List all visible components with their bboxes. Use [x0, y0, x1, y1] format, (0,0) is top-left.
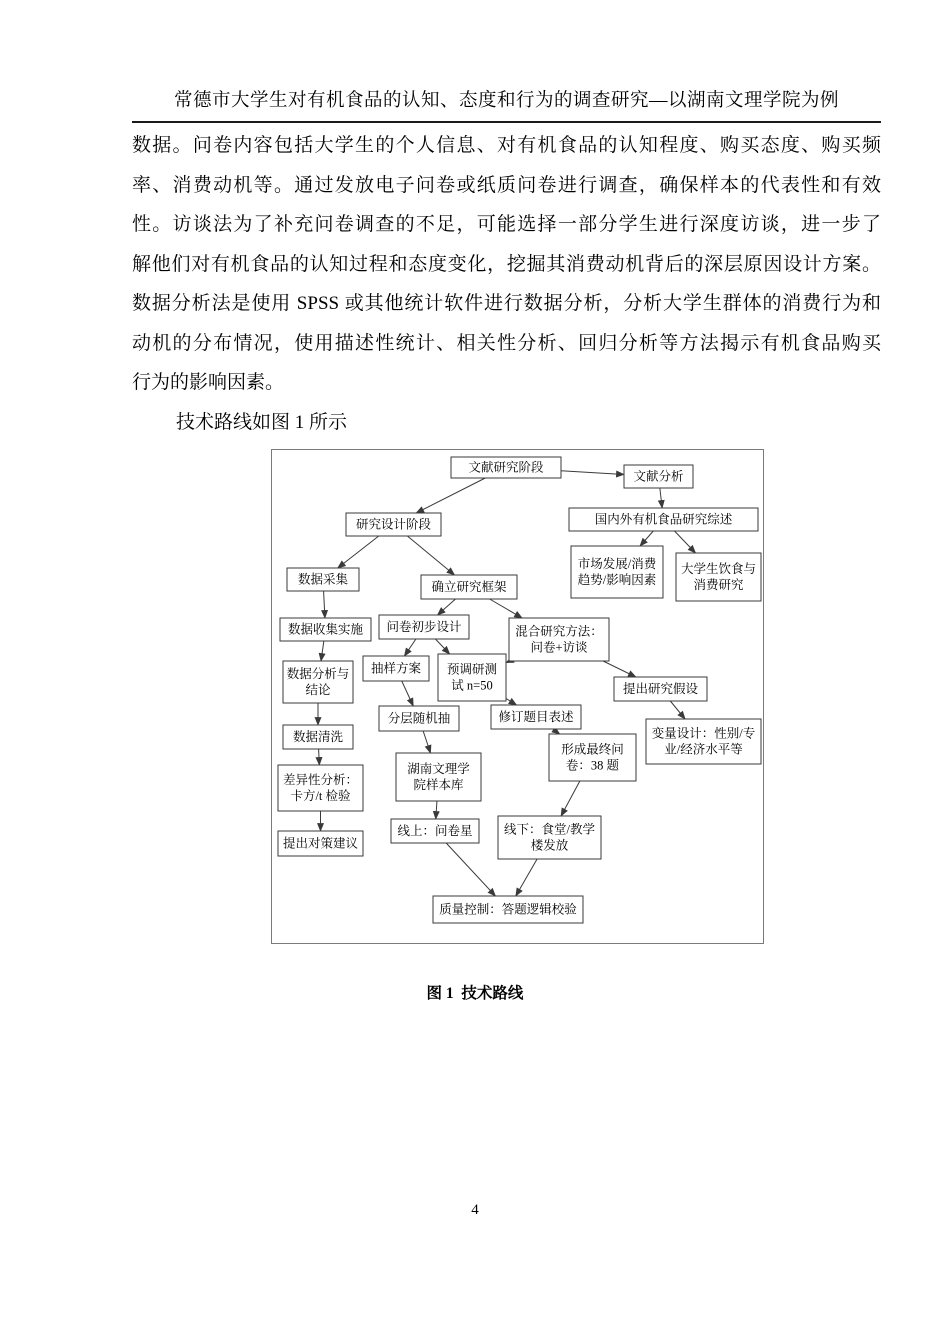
flow-node-label: 提出研究假设 [622, 682, 699, 696]
flow-node-sample_lib [396, 753, 481, 801]
flow-node-label: 修订题目表述 [498, 710, 574, 724]
flow-node-label: 试 n=50 [451, 678, 493, 693]
figure-caption: 图 1 技术路线 [426, 985, 524, 1002]
flow-node-label: 数据清洗 [292, 730, 344, 744]
body-line: 动机的分布情况，使用描述性统计、相关性分析、回归分析等方法揭示有机食品购买 [132, 332, 881, 354]
flow-node-framework [421, 575, 517, 599]
flow-node-hypothesis [614, 677, 707, 701]
flow-edge-data_collect-collect_impl [324, 591, 325, 618]
flow-node-label: 消费研究 [693, 578, 744, 592]
flow-edge-sample_lib-online [436, 801, 437, 819]
flow-node-market [571, 546, 663, 598]
flow-edge-framework-mixed [490, 599, 523, 618]
flow-node-sampling [363, 656, 429, 681]
flow-edge-review-student_diet [675, 531, 696, 553]
flow-edge-pretest-revise [506, 698, 517, 705]
page-header [132, 86, 881, 123]
body-line: 数据分析法是使用 SPSS 或其他统计软件进行数据分析，分析大学生群体的消费行为和 [132, 293, 881, 314]
flow-node-label: 结论 [305, 683, 331, 697]
flow-node-student_diet [676, 553, 761, 601]
flow-edge-hypothesis-variables [670, 701, 685, 719]
flow-edge-online-quality [446, 843, 495, 896]
flow-node-label: 文献分析 [633, 469, 684, 484]
flow-node-label: 问卷初步设计 [386, 620, 462, 634]
flow-edge-revise-final_q [553, 729, 560, 734]
flow-node-label: 提出对策建议 [282, 836, 359, 851]
flow-node-offline [498, 816, 601, 859]
flow-edge-lit_stage-design_stage [416, 478, 485, 513]
page-number: 4 [471, 1202, 479, 1218]
flow-node-label: 变量设计：性别/专 [651, 726, 756, 741]
flow-edge-lit_stage-lit_analysis [561, 471, 624, 475]
flow-node-label: 大学生饮食与 [680, 562, 757, 576]
flow-node-label: 抽样方案 [370, 661, 422, 676]
flow-node-label: 业/经济水平等 [664, 742, 743, 757]
flow-node-online [391, 819, 479, 843]
body-line: 率、消费动机等。通过发放电子问卷或纸质问卷进行调查，确保样本的代表性和有效 [132, 174, 881, 196]
flow-edge-sampling-stratified [402, 681, 414, 706]
flow-node-label: 线上：问卷星 [397, 824, 473, 838]
flow-node-stratified [379, 706, 459, 731]
flow-node-collect_impl [280, 618, 371, 641]
flow-edge-lit_analysis-review [660, 488, 662, 508]
flow-node-label: 质量控制：答题逻辑校验 [439, 902, 577, 917]
body-line: 性。访谈法为了补充问卷调查的不足，可能选择一部分学生进行深度访谈，进一步了 [132, 214, 881, 235]
flow-node-label: 院样本库 [413, 778, 464, 792]
flow-node-analysis_concl [283, 661, 353, 703]
flow-node-label: 文献研究阶段 [468, 460, 544, 475]
flow-node-final_q [549, 734, 636, 781]
flow-node-label: 趋势/影响因素 [577, 573, 657, 587]
flow-node-label: 数据采集 [297, 572, 349, 587]
body-paragraph [132, 126, 881, 442]
flow-node-variables [646, 719, 761, 764]
flow-node-label: 湖南文理学 [407, 762, 470, 776]
flow-node-label: 问卷+访谈 [530, 640, 588, 655]
flow-node-suggestions [278, 831, 363, 856]
flow-node-label: 国内外有机食品研究综述 [594, 512, 733, 527]
flow-node-label: 分层随机抽 [387, 711, 451, 726]
flow-node-review [569, 508, 758, 531]
flow-edge-design_stage-framework [407, 536, 454, 575]
flow-edge-q_design-sampling [404, 639, 415, 656]
flow-node-quality [433, 896, 583, 923]
figure-reference-line: 技术路线如图 1 所示 [176, 411, 348, 433]
flow-node-label: 楼发放 [530, 838, 569, 853]
flow-node-label: 数据收集实施 [287, 622, 364, 637]
body-line: 行为的影响因素。 [132, 372, 285, 393]
flow-node-data_collect [287, 568, 359, 591]
flow-edge-stratified-sample_lib [423, 731, 430, 753]
flow-edge-cleaning-diff_analysis [319, 749, 320, 765]
flow-node-design_stage [346, 513, 441, 536]
flow-edge-framework-q_design [438, 599, 456, 615]
flow-node-label: 卡方/t 检验 [290, 789, 351, 803]
flow-node-pretest [438, 654, 506, 701]
figure-box [271, 449, 764, 944]
flow-node-cleaning [283, 725, 353, 749]
body-line: 解他们对有机食品的认知过程和态度变化，挖掘其消费动机背后的深层原因设计方案。 [132, 253, 881, 275]
flow-node-lit_stage [451, 457, 561, 478]
flow-node-label: 线下：食堂/教学 [504, 822, 595, 837]
flow-node-label: 确立研究框架 [431, 580, 507, 594]
flow-edge-review-market [640, 531, 653, 546]
flow-node-diff_analysis [278, 765, 363, 811]
body-line: 数据。问卷内容包括大学生的个人信息、对有机食品的认知程度、购买态度、购买频 [132, 135, 881, 156]
flow-node-label: 形成最终问 [561, 742, 624, 757]
running-title: 常德市大学生对有机食品的认知、态度和行为的调查研究—以湖南文理学院为例 [173, 91, 839, 111]
flow-node-label: 差异性分析： [282, 773, 359, 787]
flow-edge-collect_impl-analysis_concl [321, 641, 324, 661]
flow-node-revise [491, 705, 581, 729]
flow-node-label: 预调研测 [446, 662, 498, 677]
flow-node-label: 卷：38 题 [565, 758, 620, 773]
flow-edge-final_q-offline [561, 781, 580, 816]
flow-node-q_design [379, 615, 469, 639]
flow-edge-design_stage-data_collect [338, 536, 379, 568]
technical-route-diagram [272, 450, 763, 943]
flow-node-label: 混合研究方法： [515, 624, 603, 639]
flow-node-label: 研究设计阶段 [355, 517, 432, 532]
flow-node-mixed [509, 618, 609, 661]
flow-node-label: 数据分析与 [286, 667, 350, 681]
flow-node-lit_analysis [624, 465, 693, 488]
flow-edge-offline-quality [516, 859, 537, 896]
flow-edge-q_design-pretest [435, 639, 449, 654]
flow-edge-mixed-hypothesis [603, 661, 636, 677]
flow-node-label: 市场发展/消费 [577, 557, 657, 571]
